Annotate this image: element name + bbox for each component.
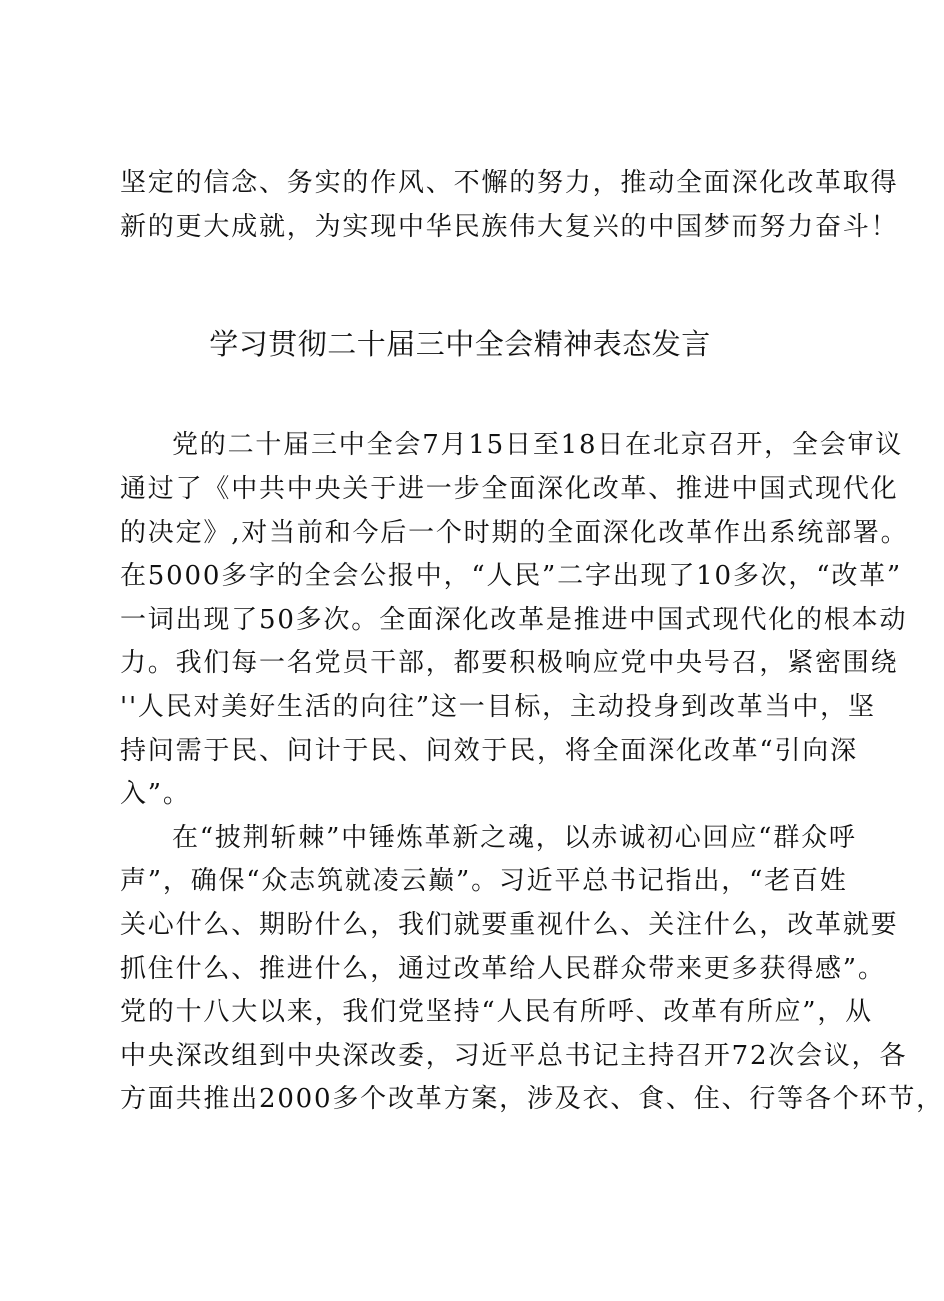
paragraph-1-line-2: 通过了《中共中央关于进一步全面深化改革、推进中国式现代化 [120, 474, 899, 504]
intro-line-1: 坚定的信念、务实的作风、不懈的努力，推动全面深化改革取得 [120, 168, 899, 198]
paragraph-2-line-6: 中央深改组到中央深改委，习近平总书记主持召开72次会议，各 [120, 1041, 908, 1071]
paragraph-1-line-5: 一词出现了50多次。全面深化改革是推进中国式现代化的根本动 [120, 605, 908, 635]
paragraph-1-line-9: 入”。 [120, 779, 191, 809]
paragraph-1-line-8: 持问需于民、问计于民、问效于民，将全面深化改革“引向深 [120, 736, 858, 766]
paragraph-2-line-4: 抓住什么、推进什么，通过改革给人民群众带来更多获得感”。 [120, 954, 886, 984]
paragraph-2-line-7: 方面共推出2000多个改革方案，涉及衣、食、住、行等各个环节， [120, 1084, 944, 1114]
paragraph-2-line-5: 党的十八大以来，我们党坚持“人民有所呼、改革有所应”，从 [120, 997, 873, 1027]
intro-line-2: 新的更大成就，为实现中华民族伟大复兴的中国梦而努力奋斗！ [120, 212, 899, 242]
document-title: 学习贯彻二十届三中全会精神表态发言 [209, 327, 711, 361]
paragraph-2-line-2: 声”，确保“众志筑就凌云巅”。习近平总书记指出，“老百姓 [120, 866, 848, 896]
paragraph-1-line-6: 力。我们每一名党员干部，都要积极响应党中央号召，紧密围绕 [120, 648, 899, 678]
paragraph-1-line-4: 在5000多字的全会公报中，“人民”二字出现了10多次，“改革” [120, 561, 903, 591]
paragraph-1-line-7: ''人民对美好生活的向往”这一目标，主动投身到改革当中，坚 [120, 692, 876, 722]
paragraph-2-line-3: 关心什么、期盼什么，我们就要重视什么、关注什么，改革就要 [120, 910, 899, 940]
paragraph-2-line-1: 在“披荆斩棘”中锤炼革新之魂，以赤诚初心回应“群众呼 [172, 823, 857, 853]
paragraph-1-line-1: 党的二十届三中全会7月15日至18日在北京召开，全会审议 [172, 430, 904, 460]
paragraph-1-line-3: 的决定》,对当前和今后一个时期的全面深化改革作出系统部署。 [120, 518, 909, 548]
